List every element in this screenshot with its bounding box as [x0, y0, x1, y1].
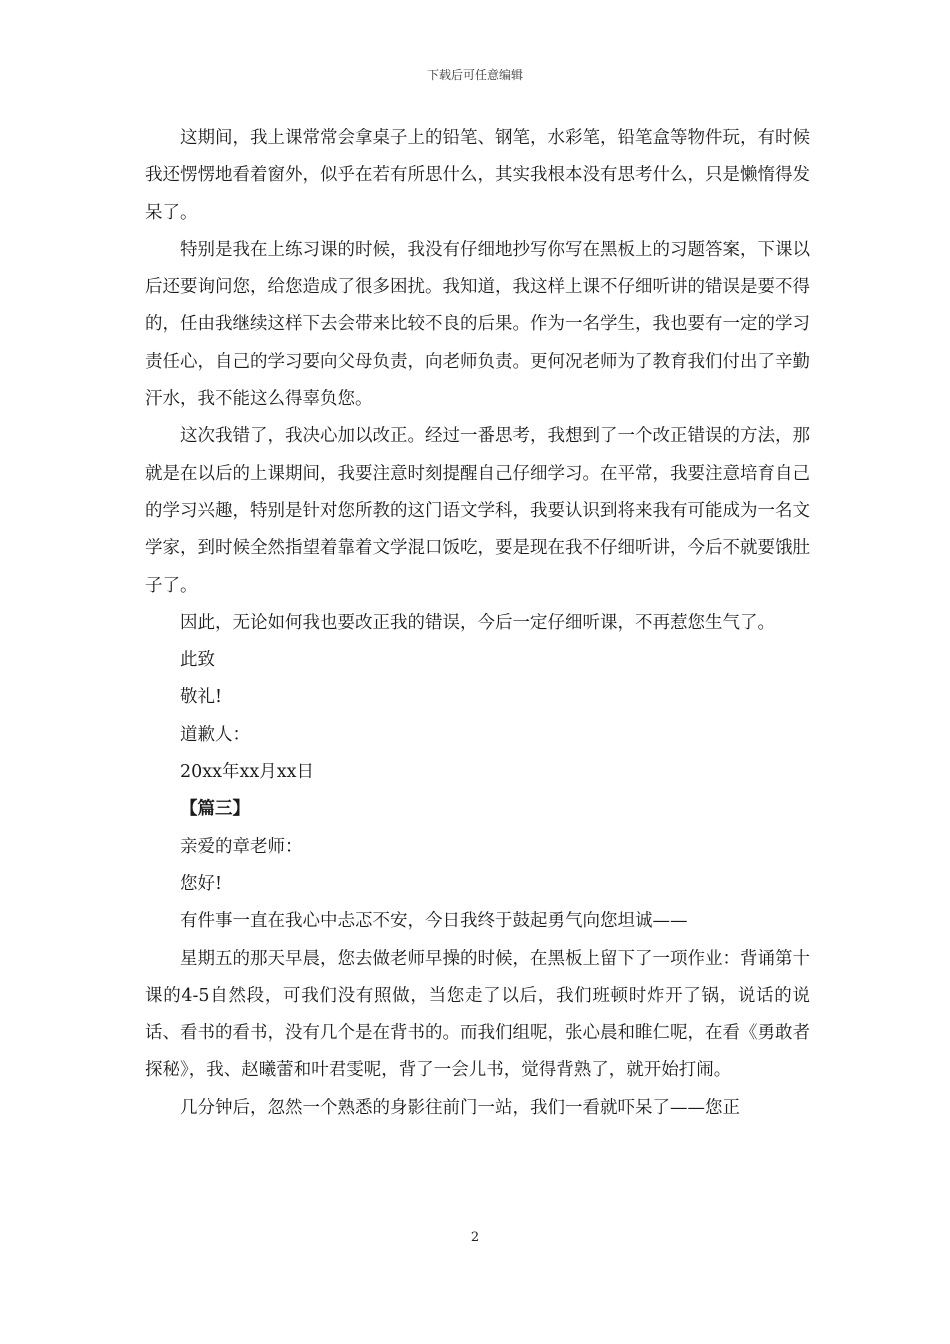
page-number: 2: [470, 1230, 480, 1245]
paragraph: 这次我错了，我决心加以改正。经过一番思考，我想到了一个改正错误的方法，那就是在以后的上课期间，我要注意时刻提醒自己仔细学习。在平常，我要注意培育自己的学习兴趣，特别是针对您所教的这门语文学科，我要认识到将来我有可能成为一名文学家，到时候全然指望着靠着文学混口饭吃，要是现在我不仔细听讲，今后不就要饿肚子了。: [145, 426, 810, 596]
paragraph: 有件事一直在我心中忐忑不安，今日我终于鼓起勇气向您坦诚——: [180, 911, 688, 932]
paragraph: 因此，无论如何我也要改正我的错误，今后一定仔细听课，不再惹您生气了。: [180, 612, 775, 633]
section-heading: 【篇三】: [180, 799, 250, 820]
paragraph: 几分钟后，忽然一个熟悉的身影往前门一站，我们一看就吓呆了——您正: [180, 1097, 740, 1118]
letter-hello: 您好!: [180, 873, 223, 894]
letter-greeting: 亲爱的章老师：: [180, 836, 303, 857]
letter-date: 20xx年xx月xx日: [180, 762, 314, 783]
paragraph: 这期间，我上课常常会拿桌子上的铅笔、钢笔，水彩笔，铅笔盒等物件玩，有时候我还愣愣地看着窗外，似乎在若有所思什么，其实我根本没有思考什么，只是懒惰得发呆了。: [145, 128, 810, 223]
page-header: 下载后可任意编辑: [426, 68, 523, 82]
closing-respect: 敬礼!: [180, 687, 223, 708]
paragraph: 星期五的那天早晨，您去做老师早操的时候，在黑板上留下了一项作业：背诵第十课的4-5自然段，可我们没有照做，当您走了以后，我们班顿时炸开了锅，说话的说话、看书的看书，没有几个是在背书的。而我们组呢，张心晨和睢仁呢，在看《勇敢者探秘》，我、赵曦蕾和叶君雯呢，背了一会儿书，觉得背熟了，就开始打闹。: [145, 948, 810, 1081]
closing-salutation: 此致: [180, 650, 215, 671]
signer-label: 道歉人：: [180, 724, 250, 745]
paragraph: 特别是我在上练习课的时候，我没有仔细地抄写你写在黑板上的习题答案，下课以后还要询问您，给您造成了很多困扰。我知道，我这样上课不仔细听讲的错误是要不得的，任由我继续这样下去会带来比较不良的后果。作为一名学生，我也要有一定的学习责任心，自己的学习要向父母负责，向老师负责。更何况老师为了教育我们付出了辛勤汗水，我不能这么得辜负您。: [145, 239, 810, 410]
document-body: [145, 120, 810, 1127]
